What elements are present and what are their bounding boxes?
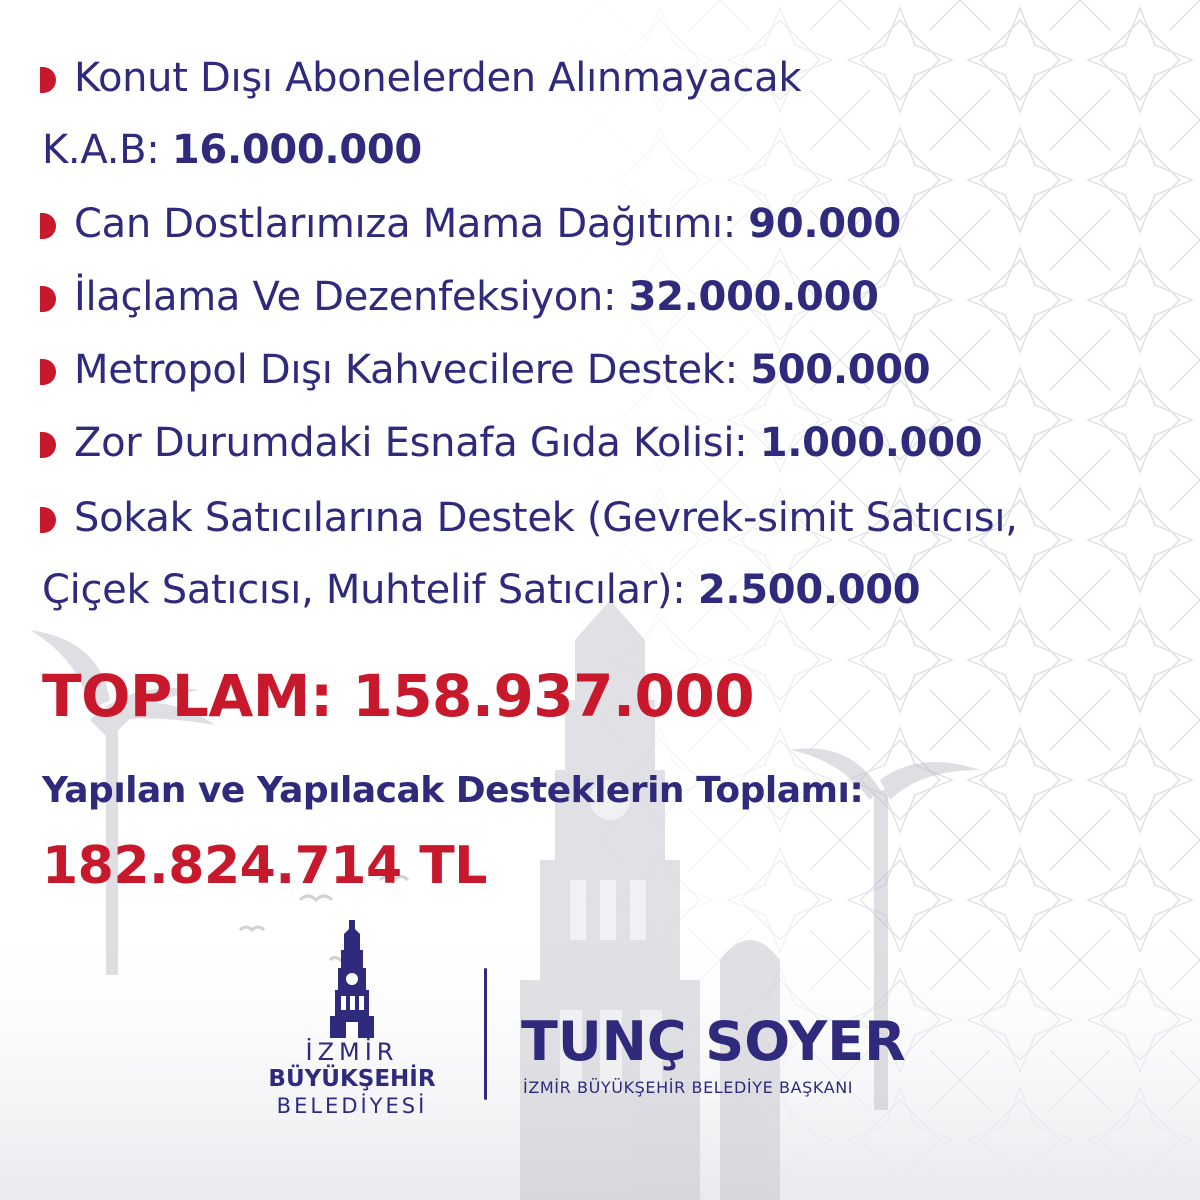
item-row: [42, 562, 920, 618]
total-value: 158.937.000: [352, 662, 755, 730]
summary-amount: 182.824.714 TL: [42, 836, 487, 896]
item-value: 32.000.000: [628, 274, 879, 320]
item-row: [40, 50, 801, 106]
item-value: 500.000: [750, 347, 931, 393]
item-label: Sokak Satıcılarına Destek (Gevrek-simit Satıcısı,: [74, 495, 1018, 541]
izmir-municipality-logo: [252, 920, 452, 1120]
item-value: 90.000: [748, 201, 901, 247]
item-label: Konut Dışı Abonelerden Alınmayacak: [74, 55, 802, 101]
item-label: Metropol Dışı Kahvecilere Destek:: [74, 347, 738, 393]
item-label: İlaçlama Ve Dezenfeksiyon:: [74, 274, 617, 320]
item-label: Zor Durumdaki Esnafa Gıda Kolisi:: [74, 420, 748, 466]
item-label: Çiçek Satıcısı, Muhtelif Satıcılar):: [42, 567, 686, 613]
logo-metropolitan: BÜYÜKŞEHİR: [268, 1066, 436, 1092]
bullet-icon: [40, 507, 56, 533]
item-row: [40, 342, 930, 398]
total-label: TOPLAM:: [42, 662, 333, 730]
total-line: [42, 662, 754, 730]
item-row: [40, 196, 901, 252]
item-row: [40, 415, 982, 471]
item-label: Can Dostlarımıza Mama Dağıtımı:: [74, 201, 736, 247]
logo-city: İZMİR: [305, 1038, 399, 1066]
clock-tower-icon: [252, 920, 452, 1040]
mayor-title: İZMİR BÜYÜKŞEHİR BELEDİYE BAŞKANI: [523, 1078, 854, 1097]
mayor-name: TUNÇ SOYER: [521, 1010, 906, 1073]
item-value: 1.000.000: [759, 420, 983, 466]
bullet-icon: [40, 213, 56, 239]
item-row: [40, 269, 879, 325]
bullet-icon: [40, 432, 56, 458]
bullet-icon: [40, 359, 56, 385]
item-row: [42, 122, 422, 178]
item-value: 16.000.000: [171, 127, 422, 173]
item-row: [40, 490, 1018, 546]
logo-municipality: BELEDİYESİ: [276, 1094, 428, 1118]
summary-label: Yapılan ve Yapılacak Desteklerin Toplamı:: [42, 770, 864, 811]
logo-divider: [484, 968, 487, 1100]
item-label: K.A.B:: [42, 127, 160, 173]
item-value: 2.500.000: [697, 567, 921, 613]
bullet-icon: [40, 67, 56, 93]
bullet-icon: [40, 286, 56, 312]
